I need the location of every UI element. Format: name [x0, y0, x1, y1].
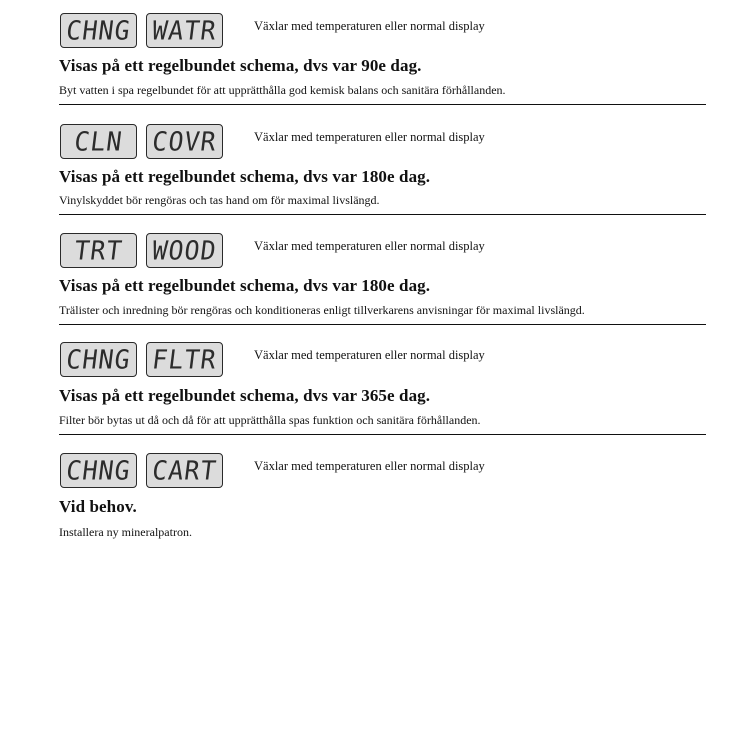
- section-divider: [59, 434, 706, 435]
- lcd-display-right: [146, 453, 223, 488]
- lcd-display-left: [60, 124, 137, 159]
- reminder-description: Byt vatten i spa regelbundet för att upprätthålla god kemisk balans och sanitära förhållanden.: [59, 83, 506, 97]
- lcd-text: CLN: [72, 126, 125, 157]
- reminder-heading: Visas på ett regelbundet schema, dvs var 90e dag.: [59, 56, 422, 75]
- display-row: [59, 233, 707, 271]
- lcd-text: CART: [150, 455, 219, 486]
- lcd-display-left: [60, 453, 137, 488]
- lcd-text: WOOD: [150, 235, 219, 266]
- reminder-entry-treat-wood: [59, 233, 707, 327]
- reminder-entry-change-water: [59, 13, 707, 107]
- lcd-text: WATR: [150, 15, 219, 46]
- lcd-text: COVR: [150, 126, 219, 157]
- display-row: [59, 124, 707, 162]
- reminder-heading: Visas på ett regelbundet schema, dvs var 180e dag.: [59, 276, 431, 295]
- display-row: [59, 13, 707, 51]
- lcd-display-left: [60, 342, 137, 377]
- reminder-description: Trälister och inredning bör rengöras och konditioneras enligt tillverkarens anvisningar för maximal livslängd.: [59, 303, 585, 317]
- lcd-text: TRT: [72, 235, 125, 266]
- lcd-display-right: [146, 233, 223, 268]
- toggle-note: Växlar med temperaturen eller normal display: [254, 348, 485, 362]
- lcd-text: CHNG: [64, 455, 133, 486]
- reminder-entry-change-cartridge: [59, 453, 707, 543]
- reminder-entry-clean-cover: [59, 124, 707, 218]
- display-row: [59, 342, 707, 380]
- reminder-description: Installera ny mineralpatron.: [59, 525, 192, 539]
- lcd-text: CHNG: [64, 344, 133, 375]
- reminder-heading: Vid behov.: [59, 497, 137, 516]
- reminder-heading: Visas på ett regelbundet schema, dvs var 365e dag.: [59, 386, 431, 405]
- display-row: [59, 453, 707, 491]
- reminder-description: Filter bör bytas ut då och då för att upprätthålla spas funktion och sanitära förhållanden.: [59, 413, 481, 427]
- reminder-heading: Visas på ett regelbundet schema, dvs var 180e dag.: [59, 167, 431, 186]
- lcd-text: FLTR: [150, 344, 219, 375]
- toggle-note: Växlar med temperaturen eller normal display: [254, 130, 485, 144]
- lcd-display-right: [146, 13, 223, 48]
- section-divider: [59, 104, 706, 105]
- reminder-entry-change-filter: [59, 342, 707, 436]
- section-divider: [59, 214, 706, 215]
- toggle-note: Växlar med temperaturen eller normal display: [254, 239, 485, 253]
- section-divider: [59, 324, 706, 325]
- toggle-note: Växlar med temperaturen eller normal display: [254, 459, 485, 473]
- lcd-display-left: [60, 233, 137, 268]
- toggle-note: Växlar med temperaturen eller normal display: [254, 19, 485, 33]
- lcd-display-left: [60, 13, 137, 48]
- lcd-display-right: [146, 124, 223, 159]
- reminder-description: Vinylskyddet bör rengöras och tas hand om för maximal livslängd.: [59, 193, 380, 207]
- lcd-text: CHNG: [64, 15, 133, 46]
- lcd-display-right: [146, 342, 223, 377]
